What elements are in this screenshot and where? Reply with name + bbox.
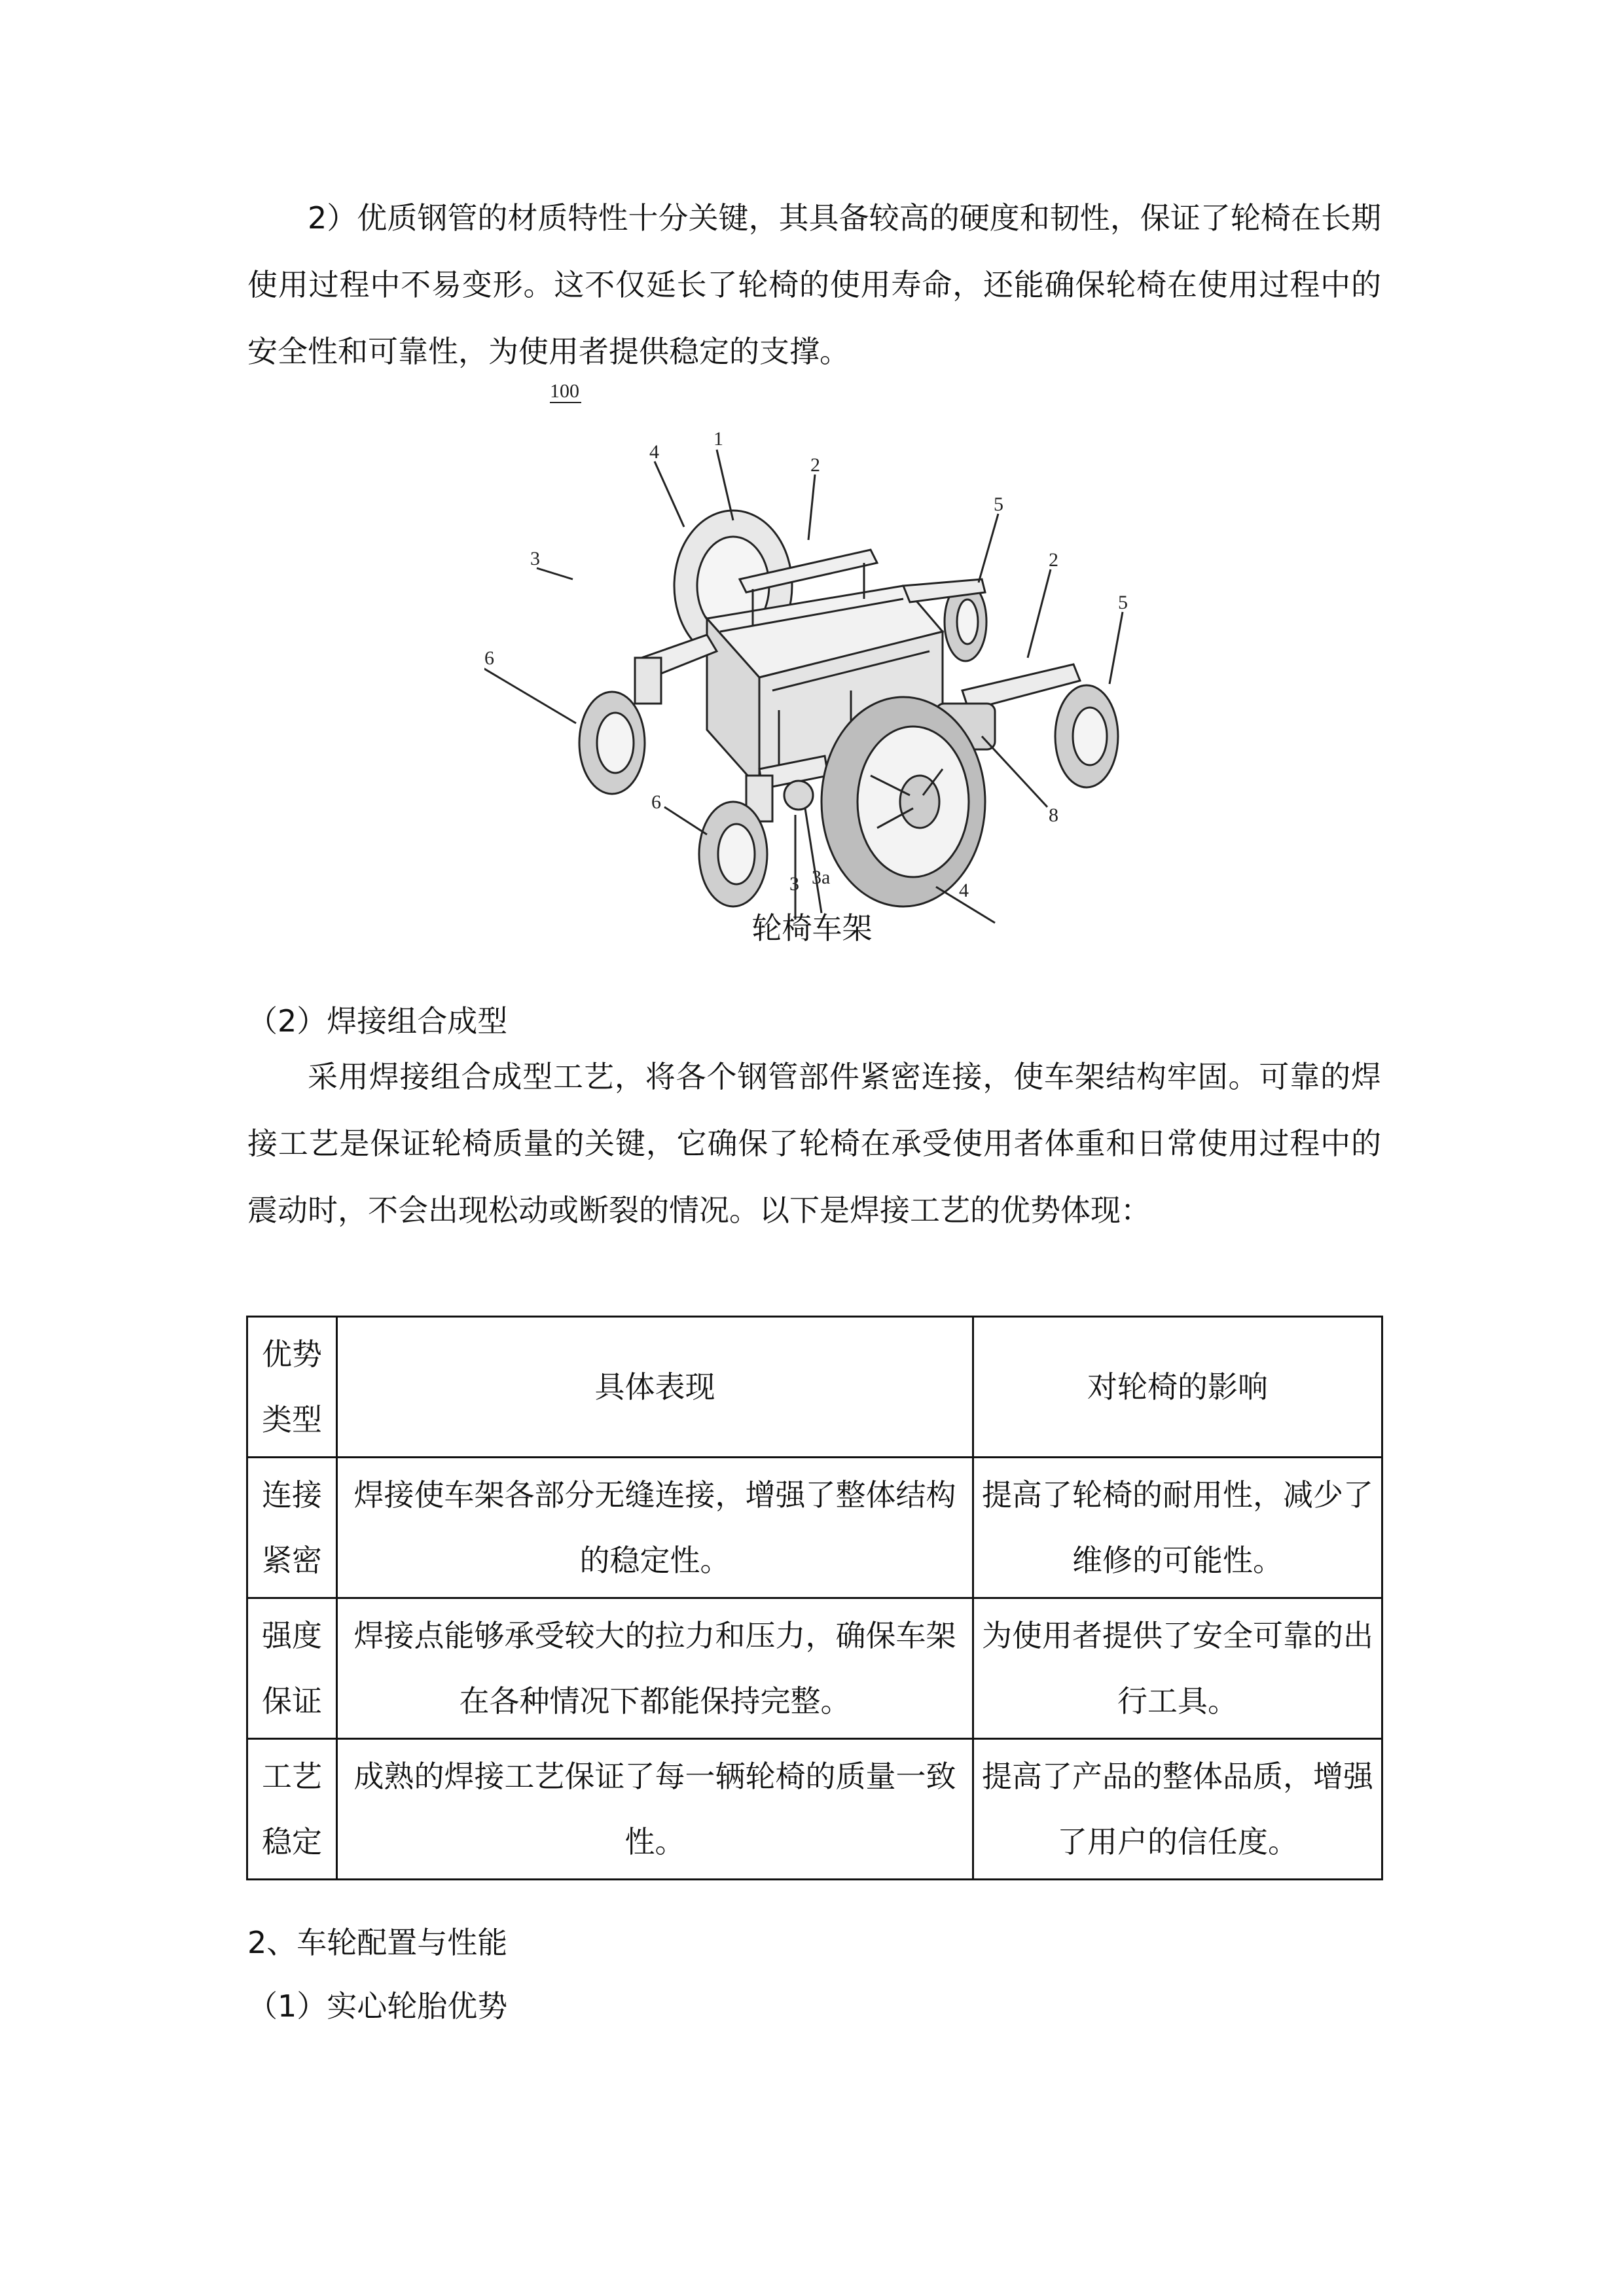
figure-caption: 轮椅车架 [751,910,873,946]
callout-2a: 2 [810,454,820,476]
section-weld-title: （2）焊接组合成型 [247,1003,508,1039]
table-cell-impact: 提高了产品的整体品质，增强了用户的信任度。 [973,1739,1382,1880]
table-cell-type: 连接紧密 [247,1458,337,1598]
callout-5b: 5 [1118,592,1128,613]
table-cell-type: 强度保证 [247,1598,337,1739]
callout-3a-label: 3a [812,867,831,888]
callout-5a: 5 [994,493,1003,515]
wheelchair-frame-drawing [484,383,1152,929]
table-header-impact: 对轮椅的影响 [973,1317,1382,1458]
table-row [247,1598,1382,1739]
table-header-type: 优势类型 [247,1317,337,1458]
callout-6b: 6 [651,791,661,813]
section-wheel-title: 2、车轮配置与性能 [247,1925,508,1960]
table-cell-impact: 为使用者提供了安全可靠的出行工具。 [973,1598,1382,1739]
callout-3b: 3 [789,873,799,895]
table-row [247,1458,1382,1598]
intro-paragraph: 2）优质钢管的材质特性十分关键，其具备较高的硬度和韧性，保证了轮椅在长期使用过程中不易变形。这不仅延长了轮椅的使用寿命，还能确保轮椅在使用过程中的安全性和可靠性，为使用者提供稳定的支撑。 [247,200,1381,369]
table-cell-detail: 焊接点能够承受较大的拉力和压力，确保车架在各种情况下都能保持完整。 [337,1598,973,1739]
callout-2b: 2 [1049,549,1058,571]
wheelchair-frame-figure [484,383,1152,929]
callout-4a: 4 [649,441,659,463]
table-cell-type: 工艺稳定 [247,1739,337,1880]
callout-8: 8 [1049,804,1058,826]
section-solid-tire-title: （1）实心轮胎优势 [247,1988,508,2024]
figure-ref-number: 100 [550,383,579,402]
callout-3a: 3 [530,548,540,569]
weld-advantages-table [246,1316,1383,1880]
section-weld-paragraph: 采用焊接组合成型工艺，将各个钢管部件紧密连接，使车架结构牢固。可靠的焊接工艺是保证轮椅质量的关键，它确保了轮椅在承受使用者体重和日常使用过程中的震动时，不会出现松动或断裂的情况。以下是焊接工艺的优势体现： [247,1059,1381,1228]
callout-6a: 6 [484,647,494,669]
table-cell-detail: 焊接使车架各部分无缝连接，增强了整体结构的稳定性。 [337,1458,973,1598]
table-header-detail: 具体表现 [337,1317,973,1458]
table-cell-detail: 成熟的焊接工艺保证了每一辆轮椅的质量一致性。 [337,1739,973,1880]
callout-1: 1 [713,428,723,450]
table-cell-impact: 提高了轮椅的耐用性，减少了维修的可能性。 [973,1458,1382,1598]
callout-4b: 4 [959,880,969,901]
table-header-row [247,1317,1382,1458]
table-row [247,1739,1382,1880]
